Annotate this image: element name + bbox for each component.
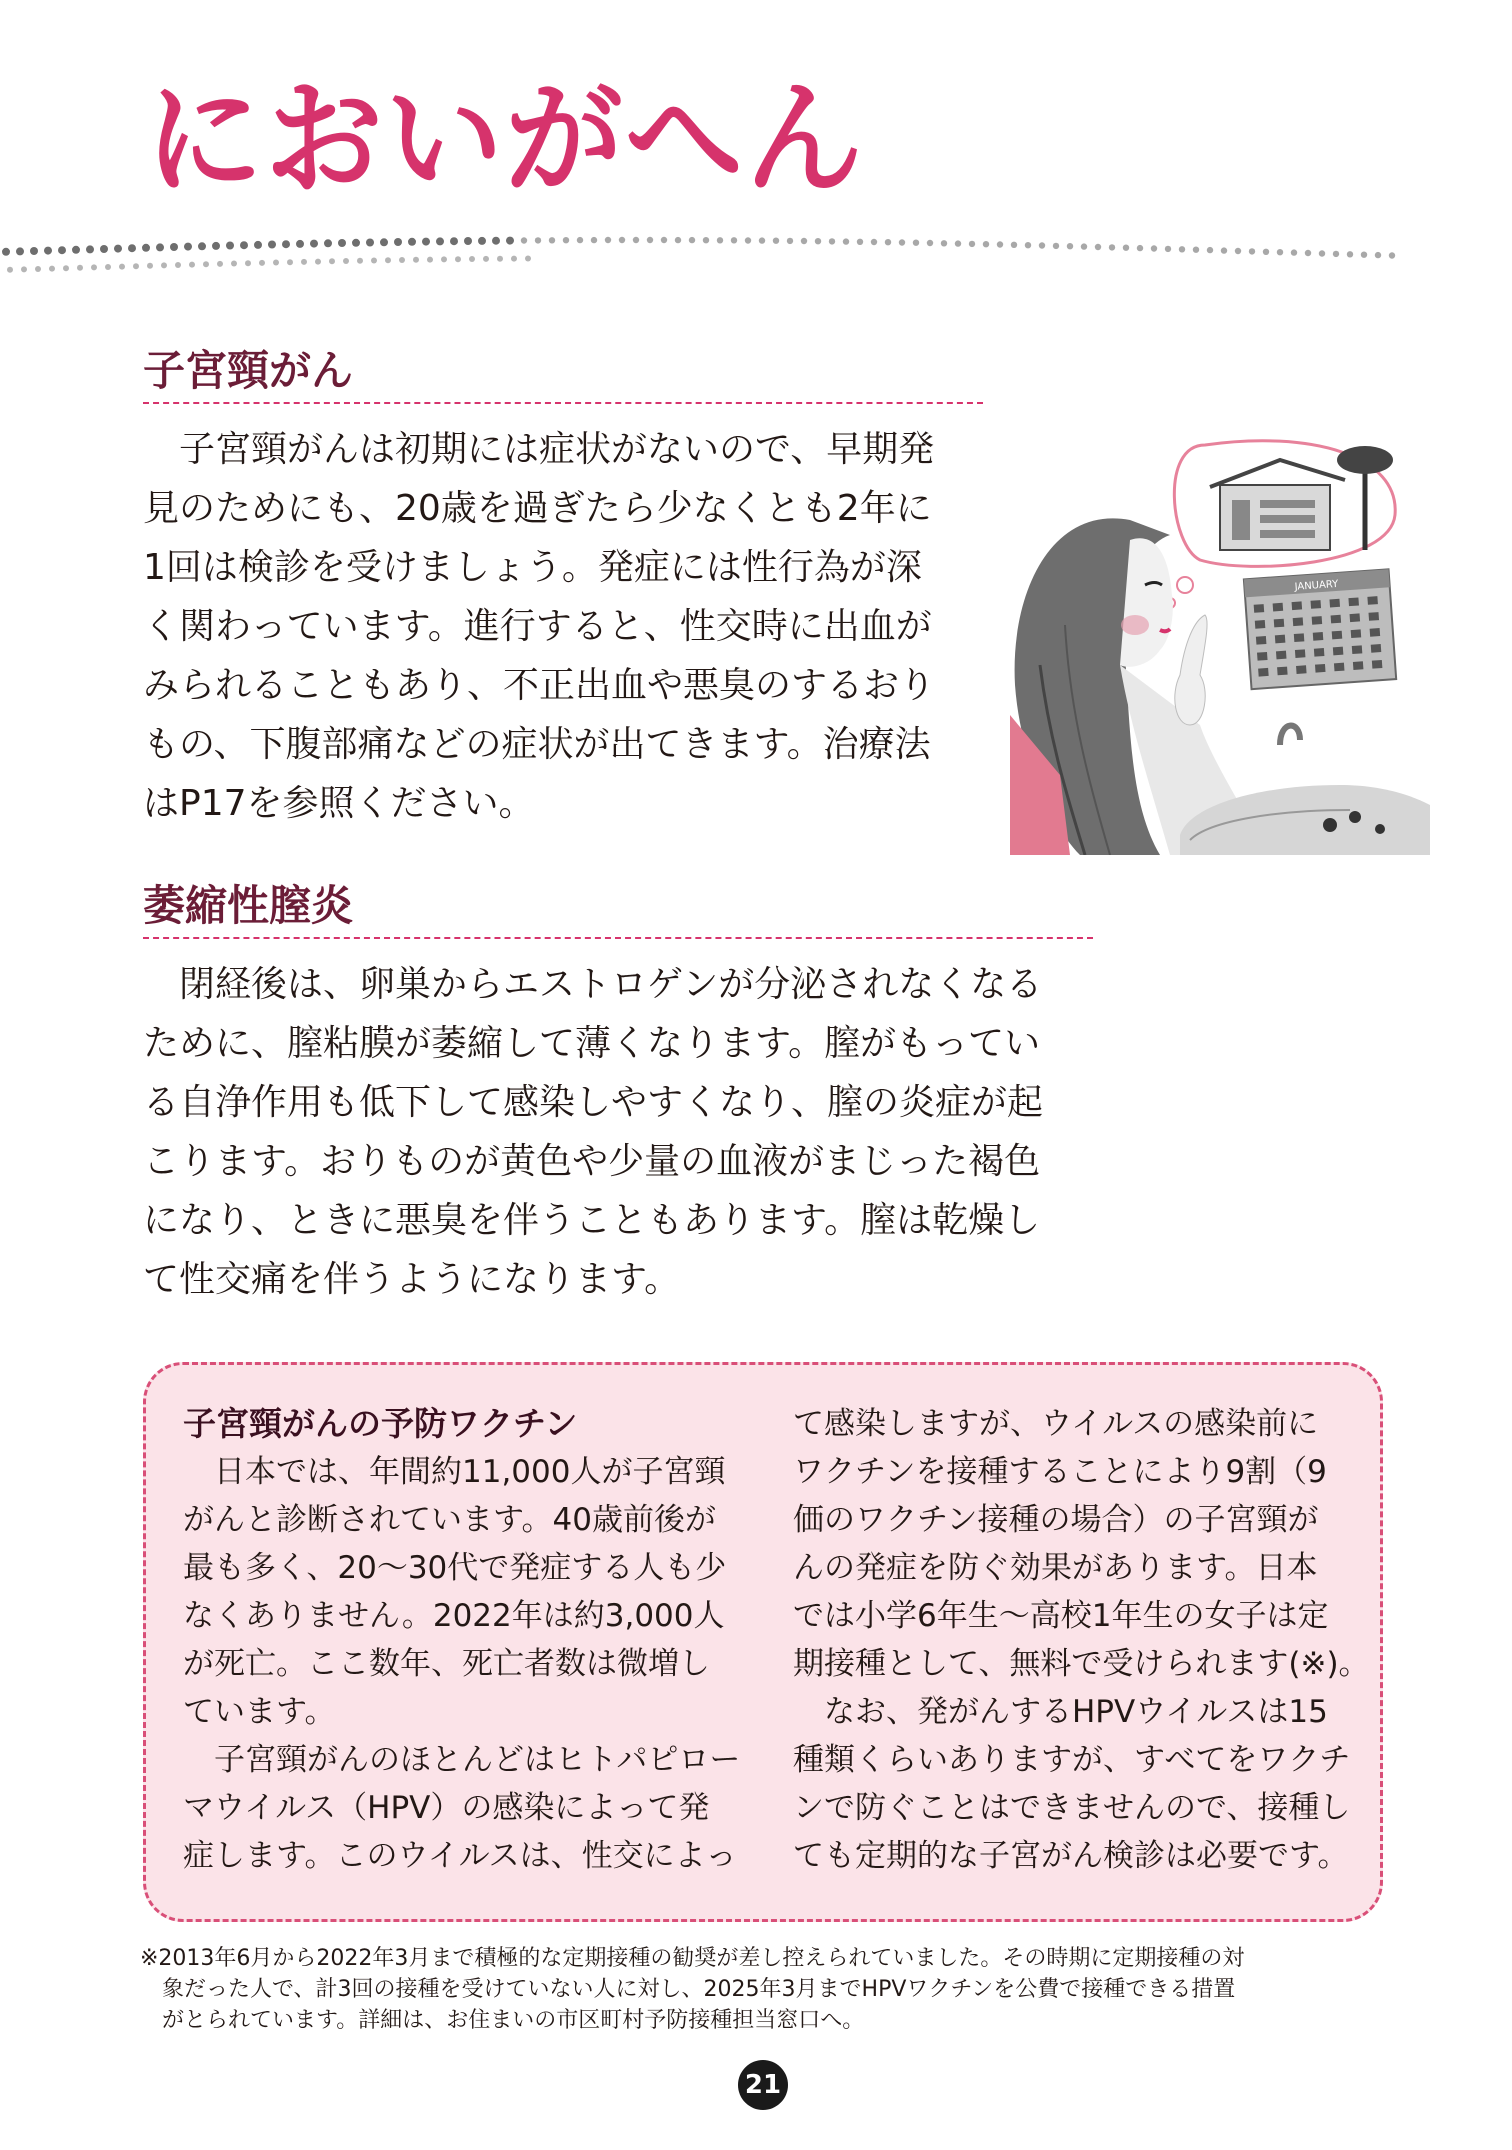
text-line: なお、発がんするHPVウイルスは15 bbox=[793, 1694, 1328, 1730]
text-line: になり、ときに悪臭を伴うこともあります。膣は乾燥し bbox=[143, 1200, 1041, 1241]
text-line: 種類くらいありますが、すべてをワクチ bbox=[793, 1742, 1351, 1778]
text-line: みられることもあり、不正出血や悪臭のするおり bbox=[143, 665, 936, 706]
text-line: く関わっています。進行すると、性交時に出血が bbox=[143, 606, 932, 647]
text-line: なくありません。2022年は約3,000人 bbox=[183, 1598, 725, 1634]
section-heading-atrophic-vaginitis: 萎縮性膣炎 bbox=[143, 881, 354, 930]
section-heading-cervical-cancer: 子宮頸がん bbox=[143, 346, 354, 395]
text-line: 最も多く、20〜30代で発症する人も少 bbox=[183, 1550, 727, 1586]
vaccine-box-heading: 子宮頸がんの予防ワクチン bbox=[183, 1404, 578, 1443]
text-line: ワクチンを接種することにより9割（9 bbox=[793, 1454, 1327, 1490]
text-line: もの、下腹部痛などの症状が出てきます。治療法 bbox=[143, 724, 931, 765]
text-line: こります。おりものが黄色や少量の血液がまじった褐色 bbox=[143, 1141, 1041, 1182]
calendar-label: JANUARY bbox=[1294, 578, 1339, 593]
text-line: ために、膣粘膜が萎縮して薄くなります。膣がもってい bbox=[143, 1023, 1041, 1064]
text-line: ンで防ぐことはできませんので、接種し bbox=[793, 1790, 1351, 1826]
section-rule bbox=[143, 402, 983, 404]
footnote-line: がとられています。詳細は、お住まいの市区町村予防接種担当窓口へ。 bbox=[140, 2008, 865, 2033]
text-line: ています。 bbox=[183, 1694, 336, 1730]
text-line: んの発症を防ぐ効果があります。日本 bbox=[793, 1550, 1318, 1586]
text-line: 症します。このウイルスは、性交によっ bbox=[183, 1838, 737, 1874]
page-title: においがへん bbox=[145, 66, 866, 212]
page-number: 21 bbox=[738, 2060, 788, 2110]
text-line: る自浄作用も低下して感染しやすくなり、膣の炎症が起 bbox=[143, 1082, 1044, 1123]
text-line: が死亡。ここ数年、死亡者数は微増し bbox=[183, 1646, 710, 1682]
text-line: 期接種として、無料で受けられます(※)。 bbox=[793, 1646, 1370, 1682]
woman-thinking-illustration bbox=[1010, 425, 1430, 855]
section-rule bbox=[143, 937, 1093, 939]
text-line: ても定期的な子宮がん検診は必要です。 bbox=[793, 1838, 1349, 1874]
text-line: 1回は検診を受けましょう。発症には性行為が深 bbox=[143, 547, 922, 588]
footnote-line: 象だった人で、計3回の接種を受けていない人に対し、2025年3月までHPVワクチンを公費で接種できる措置 bbox=[140, 1977, 1236, 2002]
text-line: 価のワクチン接種の場合）の子宮頸が bbox=[793, 1502, 1319, 1538]
text-line: はP17を参照ください。 bbox=[143, 783, 535, 824]
vaccine-box-right-column bbox=[793, 1400, 1370, 1880]
cervical-cancer-text bbox=[143, 420, 935, 833]
vaccine-box-left-column bbox=[183, 1400, 740, 1880]
footnote bbox=[140, 1943, 1244, 2036]
text-line: 日本では、年間約11,000人が子宮頸 bbox=[183, 1454, 726, 1490]
text-line: がんと診断されています。40歳前後が bbox=[183, 1502, 716, 1538]
dotted-divider bbox=[0, 222, 1400, 282]
calendar-icon bbox=[1244, 569, 1396, 689]
text-line: では小学6年生〜高校1年生の女子は定 bbox=[793, 1598, 1329, 1634]
hospital-icon bbox=[1210, 460, 1345, 550]
atrophic-vaginitis-text bbox=[143, 955, 1043, 1309]
text-line: 子宮頸がんは初期には症状がないので、早期発 bbox=[143, 429, 935, 470]
text-line: 閉経後は、卵巣からエストロゲンが分泌されなくなる bbox=[143, 964, 1043, 1005]
text-line: 見のためにも、20歳を過ぎたら少なくとも2年に bbox=[143, 488, 932, 529]
text-line: て感染しますが、ウイルスの感染前に bbox=[793, 1406, 1319, 1442]
text-line: 子宮頸がんのほとんどはヒトパピロー bbox=[183, 1742, 741, 1778]
text-line: て性交痛を伴うようになります。 bbox=[143, 1259, 681, 1300]
text-line: マウイルス（HPV）の感染によって発 bbox=[183, 1790, 710, 1826]
footnote-line: ※2013年6月から2022年3月まで積極的な定期接種の勧奨が差し控えられていました。その時期に定期接種の対 bbox=[140, 1946, 1245, 1971]
